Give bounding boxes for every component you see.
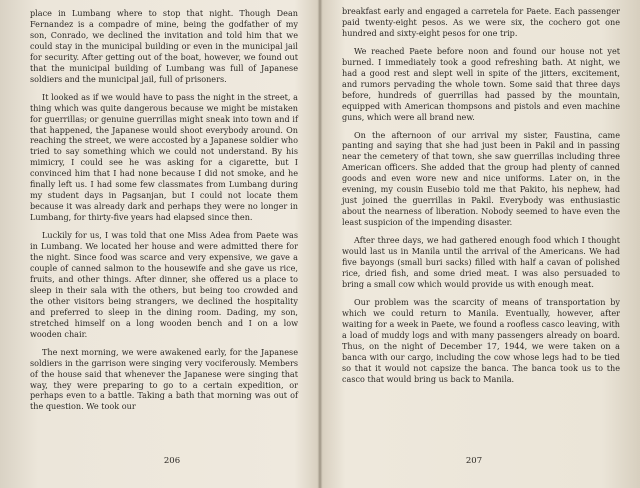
paragraph: The next morning, we were awakened early, for the Japanese soldiers in the garrison were singing very vociferously. Members of the house said that whenever the Japanese were singing that way, they were preparing to go to a certain expedition, or perhaps even to a battle. Taking a bath that morning was out of the question. We took our xyxy=(30,346,298,412)
paragraph: On the afternoon of our arrival my sister, Faustina, came panting and saying that she had just been in Pakil and in passing near the cemetery of that town, she saw guerrillas including three American officers. She added that the group had plenty of canned goods and even wore new and nice uniforms. Later on, in the evening, my cousin Eusebio told me that Pakito, his nephew, had just joined the guerrillas in Pakil. Everybody was enthusiastic about the nearness of liberation. Nobody seemed to have even the least suspicion of the impending disaster. xyxy=(342,129,620,228)
paragraph: We reached Paete before noon and found our house not yet burned. I immediately took a good refreshing bath. At night, we had a good rest and slept well in spite of the jitters, excitement, and rumors pervading the whole town. Some said that three days before, hundreds of guerrillas had passed by the mountain, equipped with American thompsons and pistols and even machine guns, which were all brand new. xyxy=(342,45,620,122)
paragraph: It looked as if we would have to pass the night in the street, a thing which was quite dangerous because we might be mistaken for guerrillas; or genuine guerrillas might sneak into town and if that happened, the Japanese would shoot everybody around. On reaching the street, we were accosted by a Japanese soldier who tried to say something which we could not understand. By his mimicry, I could see he was asking for a cigarette, but I convinced him that I had none because I did not smoke, and he finally left us. I had some few classmates from Lumbang during my student days in Pagsanjan, but I could not locate them because it was already dark and perhaps they were no longer in Lumbang, for thirty-five years had elapsed since then. xyxy=(30,91,298,223)
right-page xyxy=(320,0,640,488)
paragraph: Our problem was the scarcity of means of transportation by which we could return to Manila. Eventually, however, after waiting for a week in Paete, we found a roofless casco leaving, with a load of muddy logs and with many passengers already on board. Thus, on the night of December 17, 1944, we were taken on a banca with our cargo, including the cow whose legs had to be tied so that it would not capsize the banca. The banca took us to the casco that would bring us back to Manila. xyxy=(342,296,620,384)
paragraph: breakfast early and engaged a carretela for Paete. Each passenger paid twenty-eight pesos. As we were six, the cochero got one hundred and sixty-eight pesos for one trip. xyxy=(342,6,620,38)
paragraph: After three days, we had gathered enough food which I thought would last us in Manila until the arrival of the Americans. We had five bayongs (small buri sacks) filled with half a cavan of polished rice, dried fish, and some dried meat. I was also persuaded to bring a small cow which would provide us with enough meat. xyxy=(342,235,620,289)
paragraph: Luckily for us, I was told that one Miss Adea from Paete was in Lumbang. We located her house and were admitted there for the night. Since food was scarce and very expensive, we gave a couple of canned salmon to the housewife and she gave us rice, fruits, and other things. After dinner, she offered us a place to sleep in their sala with the others, but being too crowded and the other visitors being strangers, we declined the hospitality and preferred to sleep in the dining room. Dading, my son, stretched himself on a long wooden bench and I on a low wooden chair. xyxy=(30,230,298,339)
page-number: 207 xyxy=(465,456,483,466)
paragraph: place in Lumbang where to stop that night. Though Dean Fernandez is a compadre of mine, being the godfather of my son, Conrado, we declined the invitation and told him that we could stay in the municipal building or even in the municipal jail for security. After getting out of the boat, however, we found out that the municipal building of Lumbang was full of Japanese soldiers and the municipal jail, full of prisoners. xyxy=(30,8,298,84)
page-number: 206 xyxy=(163,456,181,466)
